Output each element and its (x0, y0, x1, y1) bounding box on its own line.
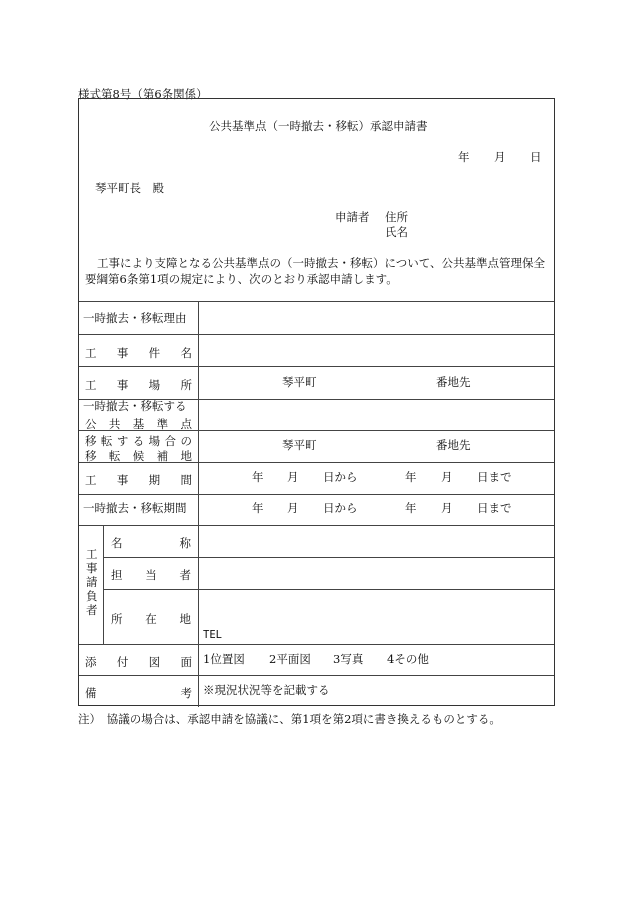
table-top-rule (79, 301, 554, 302)
row-rule (79, 644, 554, 645)
date-month-label: 月 (494, 150, 506, 164)
contractor-group-char-4: 負 (86, 589, 98, 603)
remarks-label-text: 備 考 (85, 686, 192, 700)
work-period-label (85, 472, 192, 488)
date-year-label: 年 (458, 150, 470, 164)
row-rule (79, 334, 554, 335)
contractor-location-label-text: 所 在 地 (111, 612, 191, 626)
contractor-name-label (111, 535, 191, 551)
addressee: 琴平町長 殿 (95, 181, 164, 195)
contractor-group-char-3: 請 (86, 575, 98, 589)
body-text-line-2: 要綱第6条第1項の規定により、次のとおり承認申請します。 (85, 272, 398, 286)
work-place-town: 琴平町 (282, 375, 317, 389)
contractor-tel-label: TEL (203, 629, 222, 641)
work-place-suffix: 番地先 (436, 375, 471, 389)
form-title: 公共基準点（一時撤去・移転）承認申請書 (209, 119, 428, 133)
contractor-person-label-text: 担 当 者 (111, 568, 191, 582)
contractor-location-label (111, 611, 191, 627)
date-day-label: 日 (530, 150, 542, 164)
contractor-person-label (111, 567, 191, 583)
form-number: 様式第8号（第6条関係） (78, 87, 208, 101)
candidate-site-suffix: 番地先 (436, 438, 471, 452)
applicant-address-label: 住所 (385, 210, 408, 224)
work-period-from: 日から (323, 470, 358, 484)
contractor-group-char-1: 工 (86, 547, 98, 561)
contractor-group-char-2: 事 (86, 561, 98, 575)
removal-period-year: 年 (252, 501, 264, 515)
work-name-label-text: 工 事 件 名 (85, 346, 192, 360)
work-period-to: 日まで (477, 470, 512, 484)
row-rule (79, 366, 554, 367)
candidate-site-label-1-text: 移 転 す る 場 合 の (85, 434, 192, 448)
work-period-month: 月 (287, 470, 299, 484)
work-name-label (85, 345, 192, 361)
row-rule (103, 589, 554, 590)
body-text-line-1: 工事により支障となる公共基準点の（一時撤去・移転）について、公共基準点管理保全 (97, 256, 546, 270)
applicant-label: 申請者 (335, 210, 370, 224)
contractor-group-rule (103, 525, 104, 644)
attachment-item-2: 2平面図 (269, 652, 311, 666)
removal-period-month: 月 (287, 501, 299, 515)
candidate-site-label-1 (85, 433, 192, 449)
remarks-label (85, 685, 192, 701)
contractor-name-label-text: 名 称 (111, 536, 191, 550)
row-rule (79, 675, 554, 676)
work-place-label-text: 工 事 場 所 (85, 378, 192, 392)
target-point-label-2 (85, 416, 192, 432)
work-period-year-to: 年 (405, 470, 417, 484)
attachment-item-1: 1位置図 (203, 652, 245, 666)
removal-period-year-to: 年 (405, 501, 417, 515)
application-form (78, 98, 555, 706)
target-point-label-1: 一時撤去・移転する (83, 399, 187, 413)
contractor-group-char-5: 者 (86, 603, 98, 617)
candidate-site-town: 琴平町 (282, 438, 317, 452)
attachments-label (85, 654, 192, 670)
removal-period-from: 日から (323, 501, 358, 515)
row-rule (79, 494, 554, 495)
attachments-label-text: 添 付 図 面 (85, 655, 192, 669)
row-rule (103, 557, 554, 558)
footnote: 注） 協議の場合は、承認申請を協議に、第1項を第2項に書き換えるものとする。 (78, 712, 501, 726)
target-point-label-2-text: 公 共 基 準 点 (85, 417, 192, 431)
work-place-label (85, 377, 192, 393)
label-column-rule (198, 301, 199, 707)
attachment-item-3: 3写真 (333, 652, 364, 666)
work-period-month-to: 月 (441, 470, 453, 484)
candidate-site-label-2 (85, 448, 192, 464)
remarks-value: ※現況状況等を記載する (203, 683, 330, 697)
removal-period-to: 日まで (477, 501, 512, 515)
work-period-year: 年 (252, 470, 264, 484)
attachment-item-4: 4その他 (387, 652, 429, 666)
applicant-name-label: 氏名 (385, 225, 408, 239)
row-rule (79, 525, 554, 526)
reason-label: 一時撤去・移転理由 (83, 311, 187, 325)
removal-period-label: 一時撤去・移転期間 (83, 501, 187, 515)
candidate-site-label-2-text: 移 転 候 補 地 (85, 449, 192, 463)
removal-period-month-to: 月 (441, 501, 453, 515)
work-period-label-text: 工 事 期 間 (85, 473, 192, 487)
